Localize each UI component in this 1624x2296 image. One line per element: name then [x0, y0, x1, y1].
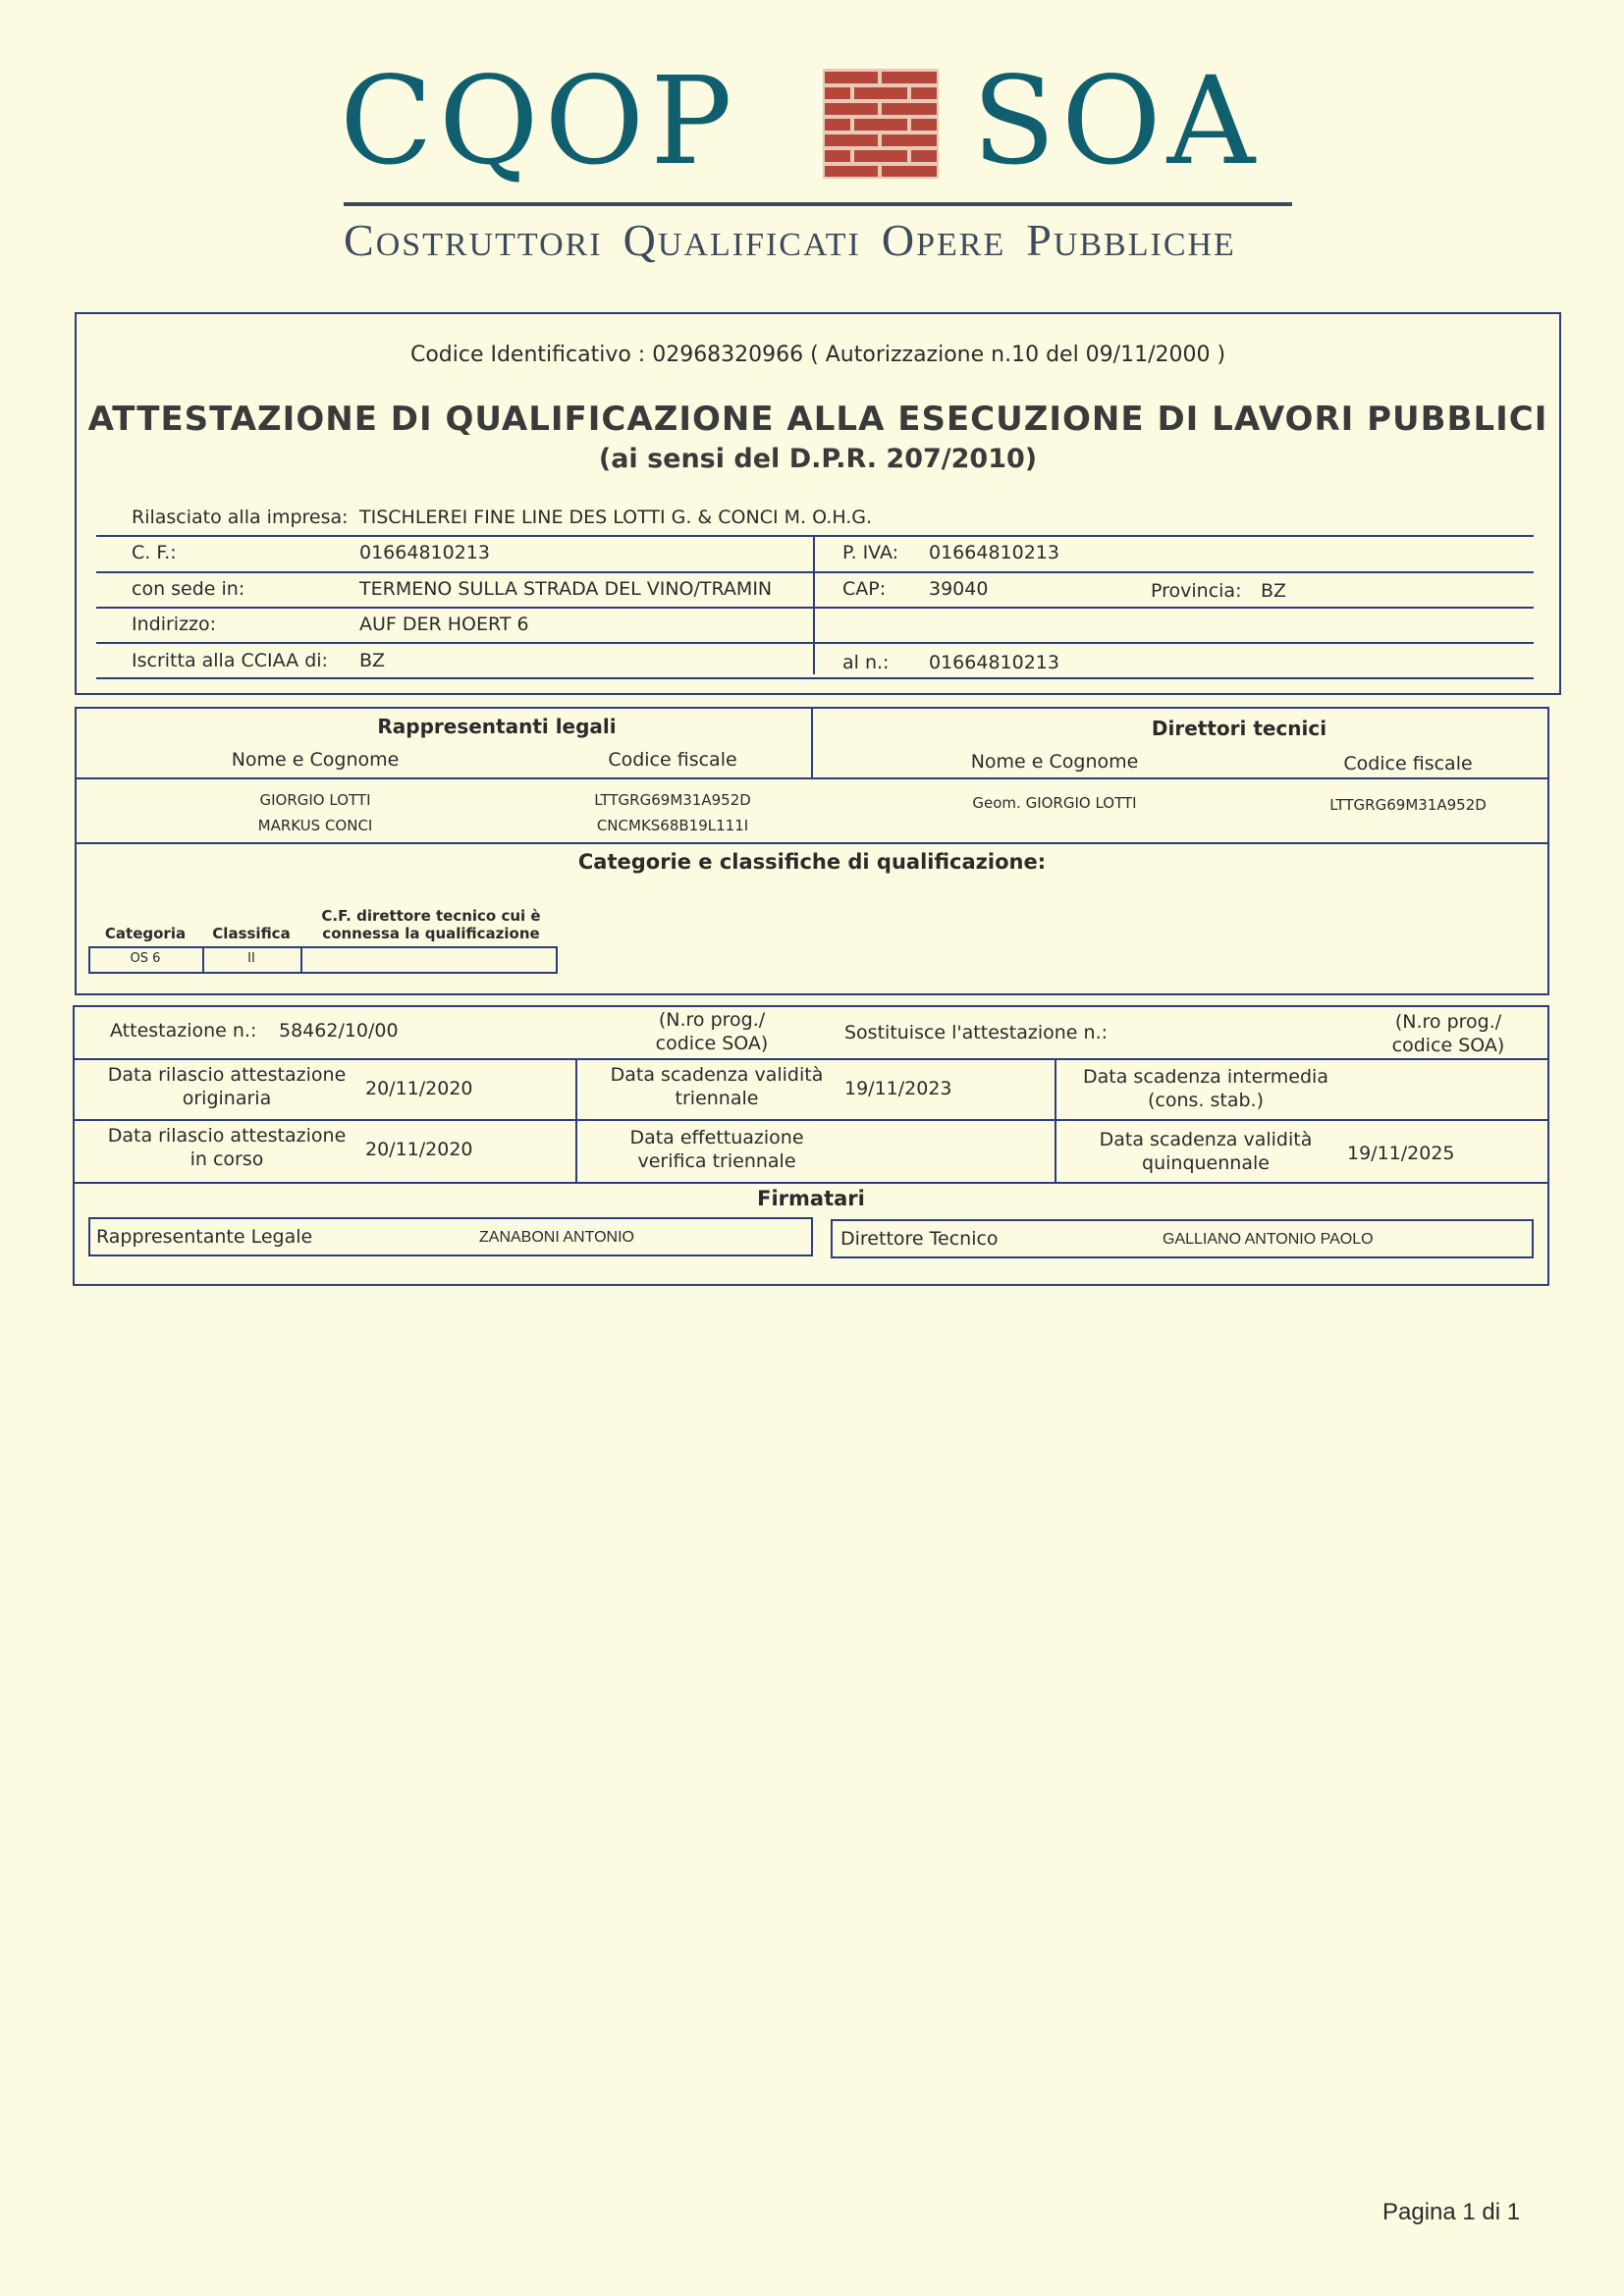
- scadenza-quinquennale-value: 19/11/2025: [1347, 1143, 1455, 1164]
- rilasciato-label: Rilasciato alla impresa:: [132, 507, 349, 528]
- rappresentanti-heading: Rappresentanti legali: [377, 715, 617, 738]
- categorie-col-categoria: Categoria: [104, 925, 187, 942]
- rilascio-originaria-line1: Data rilascio attestazione: [107, 1064, 347, 1086]
- scadenza-intermedia-line1: Data scadenza intermedia: [1083, 1066, 1328, 1088]
- rilascio-originaria-value: 20/11/2020: [365, 1078, 473, 1099]
- provincia-label: Provincia:: [1151, 580, 1242, 602]
- codice-identificativo: Codice Identificativo : 02968320966 ( Autorizzazione n.10 del 09/11/2000 ): [409, 343, 1226, 367]
- nro-prog-line1: (N.ro prog./: [658, 1009, 766, 1031]
- logo-subtitle: COSTRUTTORI QUALIFICATI OPERE PUBBLICHE: [344, 215, 1236, 265]
- rilascio-originaria-line2: originaria: [182, 1088, 272, 1109]
- divider: [73, 1119, 1549, 1121]
- cciaa-value: BZ: [359, 650, 386, 671]
- classifica-value: II: [247, 951, 255, 966]
- verifica-triennale-line1: Data effettuazione: [629, 1127, 804, 1148]
- categoria-value: OS 6: [130, 951, 161, 966]
- direttore-nome: Geom. GIORGIO LOTTI: [972, 794, 1137, 812]
- scadenza-triennale-line2: triennale: [675, 1088, 759, 1109]
- divider: [575, 1058, 577, 1182]
- direttori-col-nome: Nome e Cognome: [970, 751, 1139, 773]
- direttore-cf: LTTGRG69M31A952D: [1329, 796, 1487, 814]
- attestazione-n-label: Attestazione n.:: [110, 1020, 257, 1041]
- divider: [813, 537, 815, 674]
- divider: [300, 946, 302, 974]
- scadenza-triennale-value: 19/11/2023: [844, 1078, 952, 1099]
- divider: [75, 842, 1549, 844]
- nro-prog-line2: codice SOA): [655, 1033, 769, 1054]
- brick-wall-icon: [823, 69, 939, 179]
- nro-prog2-line2: codice SOA): [1391, 1035, 1505, 1056]
- cap-label: CAP:: [842, 578, 887, 600]
- aln-label: al n.:: [842, 652, 890, 673]
- rappresentante-cf: LTTGRG69M31A952D: [594, 791, 751, 809]
- categorie-col-cf-line2: connessa la qualificazione: [322, 925, 540, 942]
- divider: [73, 1182, 1549, 1184]
- cf-label: C. F.:: [132, 542, 177, 563]
- categorie-col-cf-line1: C.F. direttore tecnico cui è: [321, 907, 541, 925]
- firmatari-heading: Firmatari: [757, 1187, 865, 1210]
- verifica-triennale-line2: verifica triennale: [637, 1150, 796, 1172]
- rappresentanti-col-cf: Codice fiscale: [608, 749, 737, 771]
- logo-underline: [344, 202, 1292, 206]
- scadenza-intermedia-line2: (cons. stab.): [1147, 1090, 1264, 1111]
- scadenza-triennale-line1: Data scadenza validità: [610, 1064, 824, 1086]
- cciaa-label: Iscritta alla CCIAA di:: [132, 650, 328, 671]
- rappresentante-cf: CNCMKS68B19L111I: [596, 817, 749, 834]
- scadenza-quinquennale-line2: quinquennale: [1142, 1152, 1270, 1174]
- firmatario-dt-label: Direttore Tecnico: [840, 1228, 999, 1250]
- firmatario-rl-value: ZANABONI ANTONIO: [479, 1229, 634, 1246]
- document-title: ATTESTAZIONE DI QUALIFICAZIONE ALLA ESECUZIONE DI LAVORI PUBBLICI: [87, 400, 1548, 439]
- direttori-heading: Direttori tecnici: [1151, 717, 1327, 740]
- divider: [96, 642, 1534, 644]
- cf-value: 01664810213: [359, 542, 490, 563]
- rappresentante-nome: MARKUS CONCI: [257, 817, 373, 834]
- rappresentanti-col-nome: Nome e Cognome: [231, 749, 400, 771]
- scadenza-quinquennale-line1: Data scadenza validità: [1099, 1129, 1313, 1150]
- indirizzo-value: AUF DER HOERT 6: [359, 614, 529, 635]
- logo-text-left: CQOP: [340, 51, 738, 192]
- provincia-value: BZ: [1261, 580, 1287, 602]
- nro-prog2-line1: (N.ro prog./: [1394, 1011, 1502, 1033]
- attestazione-n-value: 58462/10/00: [279, 1020, 399, 1041]
- divider: [96, 535, 1534, 537]
- rilasciato-value: TISCHLEREI FINE LINE DES LOTTI G. & CONCI M. O.H.G.: [359, 507, 873, 528]
- impresa-box: [75, 312, 1561, 695]
- sede-label: con sede in:: [132, 578, 245, 600]
- firmatario-dt-value: GALLIANO ANTONIO PAOLO: [1163, 1231, 1374, 1248]
- divider: [75, 777, 1549, 779]
- sede-value: TERMENO SULLA STRADA DEL VINO/TRAMIN: [359, 578, 773, 600]
- indirizzo-label: Indirizzo:: [132, 614, 217, 635]
- cap-value: 39040: [929, 578, 989, 600]
- categorie-col-classifica: Classifica: [212, 925, 291, 942]
- divider: [73, 1058, 1549, 1060]
- piva-value: 01664810213: [929, 542, 1059, 563]
- divider: [811, 707, 813, 777]
- rilascio-corso-line2: in corso: [189, 1148, 264, 1170]
- divider: [1055, 1058, 1056, 1182]
- page-number: Pagina 1 di 1: [1382, 2199, 1521, 2225]
- divider: [96, 607, 1534, 609]
- piva-label: P. IVA:: [842, 542, 899, 563]
- direttori-col-cf: Codice fiscale: [1343, 753, 1473, 774]
- categorie-heading: Categorie e classifiche di qualificazione:: [577, 850, 1047, 874]
- aln-value: 01664810213: [929, 652, 1059, 673]
- rilascio-corso-line1: Data rilascio attestazione: [107, 1125, 347, 1147]
- rilascio-corso-value: 20/11/2020: [365, 1139, 473, 1160]
- sostituisce-label: Sostituisce l'attestazione n.:: [844, 1022, 1109, 1043]
- logo-text-right: SOA: [972, 51, 1262, 192]
- divider: [96, 571, 1534, 573]
- document-subtitle: (ai sensi del D.P.R. 207/2010): [598, 444, 1038, 474]
- firmatario-rl-label: Rappresentante Legale: [96, 1226, 313, 1248]
- divider: [96, 677, 1534, 679]
- rappresentante-nome: GIORGIO LOTTI: [259, 791, 371, 809]
